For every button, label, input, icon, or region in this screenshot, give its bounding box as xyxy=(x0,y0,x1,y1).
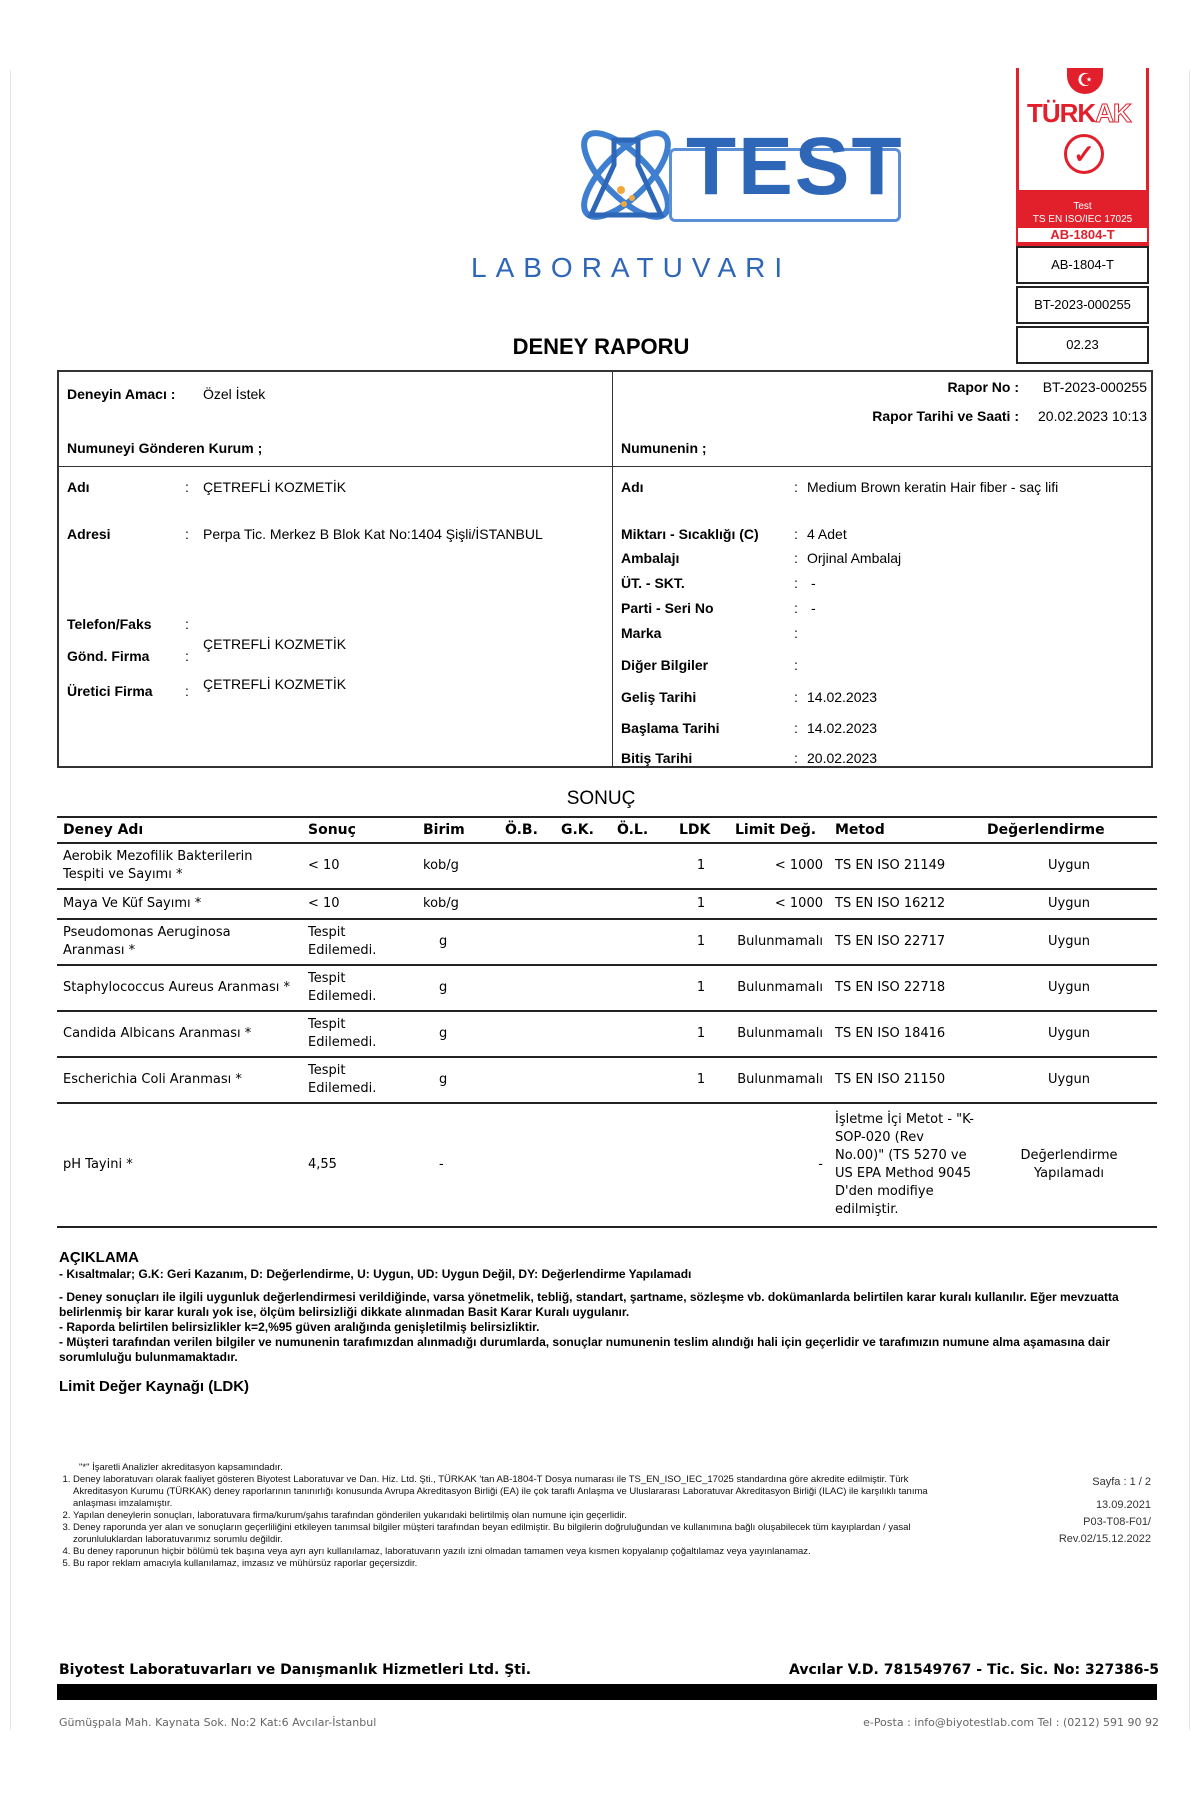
ldk-title: Limit Değer Kaynağı (LDK) xyxy=(59,1378,250,1395)
cell-ldk: 1 xyxy=(673,965,729,1011)
cell-limit: Bulunmamalı xyxy=(729,965,829,1011)
col-header: Ö.B. xyxy=(499,817,555,843)
col-header: Deney Adı xyxy=(57,817,302,843)
cell-birim: g xyxy=(417,1057,499,1103)
numune-label: Numunenin ; xyxy=(621,440,707,456)
id-box-report-no: BT-2023-000255 xyxy=(1016,286,1149,324)
colon: : xyxy=(185,616,189,632)
cell-name: Candida Albicans Aranması * xyxy=(57,1011,302,1057)
sample-gelis-value: 14.02.2023 xyxy=(807,689,878,705)
cell-name: Staphylococcus Aureus Aranması * xyxy=(57,965,302,1011)
sender-adres-label: Adresi xyxy=(67,526,111,542)
cell-ob xyxy=(499,919,555,965)
colon: : xyxy=(185,648,189,664)
cell-limit: Bulunmamalı xyxy=(729,1011,829,1057)
col-header: Ö.L. xyxy=(611,817,673,843)
sample-bitis-value: 20.02.2023 xyxy=(807,750,878,766)
aciklama-p2: - Raporda belirtilen belirsizlikler k=2,%95 güven aralığında genişletilmiş belirsizliktir. xyxy=(59,1320,540,1334)
cell-metod: TS EN ISO 22718 xyxy=(829,965,981,1011)
colon: : xyxy=(185,479,189,495)
colon: : xyxy=(185,526,189,542)
rapor-tarih-value: 20.02.2023 10:13 xyxy=(1038,408,1147,424)
cell-sonuc: Tespit Edilemedi. xyxy=(302,965,417,1011)
cell-birim: kob/g xyxy=(417,843,499,889)
colon: : xyxy=(794,600,798,616)
aciklama-p3: - Müşteri tarafından verilen bilgiler ve numunenin tarafımızdan alınmadığı durumlarda, sonuçlar numunenin teslim alındığı hali için geçerlidir ve tarafımızın numune alma aşamasına dair sorumluluğu bulunmamaktadır. xyxy=(59,1335,1110,1364)
cell-ob xyxy=(499,965,555,1011)
cell-ob xyxy=(499,1011,555,1057)
check-icon: ✓ xyxy=(1064,134,1104,174)
colon: : xyxy=(794,550,798,566)
cell-gk xyxy=(555,1057,611,1103)
footnotes xyxy=(59,1462,939,1570)
sample-adi-label: Adı xyxy=(621,479,644,495)
gonderen-label: Numuneyi Gönderen Kurum ; xyxy=(67,440,263,456)
footnote-item: 5. Bu rapor reklam amacıyla kullanılamaz, imzasız ve mühürsüz raporlar geçersizdir. xyxy=(73,1558,939,1570)
table-header-row xyxy=(57,817,1157,843)
amac-value: Özel İstek xyxy=(203,386,266,402)
divider xyxy=(612,372,613,768)
table-row xyxy=(57,965,1157,1011)
col-header: Sonuç xyxy=(302,817,417,843)
cell-gk xyxy=(555,919,611,965)
sample-baslama-value: 14.02.2023 xyxy=(807,720,878,736)
cell-sonuc: < 10 xyxy=(302,843,417,889)
sample-ambalaj-value: Orjinal Ambalaj xyxy=(807,550,902,566)
cell-ob xyxy=(499,843,555,889)
cell-ol xyxy=(611,1057,673,1103)
cell-gk xyxy=(555,965,611,1011)
table-row xyxy=(57,889,1157,919)
form-code: P03-T08-F01/ xyxy=(1083,1516,1151,1528)
results-table xyxy=(57,816,1157,1228)
page-number: Sayfa : 1 / 2 xyxy=(1092,1476,1151,1488)
logo-word: TEST xyxy=(686,121,904,212)
colon: : xyxy=(794,575,798,591)
footer-address-line xyxy=(59,1716,1159,1729)
cell-ob xyxy=(499,889,555,919)
amac-label: Deneyin Amacı : xyxy=(67,386,176,402)
rapor-no-value: BT-2023-000255 xyxy=(1042,379,1147,395)
cell-sonuc: 4,55 xyxy=(302,1103,417,1227)
cell-deg: Uygun xyxy=(981,965,1157,1011)
sender-adi-value: ÇETREFLİ KOZMETİK xyxy=(203,479,347,495)
tax-info: Avcılar V.D. 781549767 - Tic. Sic. No: 327386-5 xyxy=(789,1662,1159,1678)
cell-deg: Değerlendirme Yapılamadı xyxy=(981,1103,1157,1227)
col-header: Değerlendirme xyxy=(981,817,1157,843)
cell-ldk: 1 xyxy=(673,843,729,889)
cell-birim: g xyxy=(417,1011,499,1057)
col-header: Limit Değ. xyxy=(729,817,829,843)
divider xyxy=(59,466,1153,467)
colon: : xyxy=(794,625,798,641)
cell-metod: TS EN ISO 18416 xyxy=(829,1011,981,1057)
info-block xyxy=(57,370,1153,768)
sample-parti-value: - xyxy=(811,600,816,616)
cell-deg: Uygun xyxy=(981,843,1157,889)
table-row xyxy=(57,1057,1157,1103)
cell-metod: TS EN ISO 21149 xyxy=(829,843,981,889)
cell-limit: Bulunmamalı xyxy=(729,1057,829,1103)
sender-adres-value: Perpa Tic. Merkez B Blok Kat No:1404 Şişli/İSTANBUL xyxy=(203,526,543,542)
colon: : xyxy=(794,720,798,736)
cell-sonuc: Tespit Edilemedi. xyxy=(302,1057,417,1103)
turkak-standard: TS EN ISO/IEC 17025 xyxy=(1032,214,1133,225)
cell-birim: g xyxy=(417,965,499,1011)
rapor-tarih-label: Rapor Tarihi ve Saati : xyxy=(872,408,1019,424)
sample-skt-label: ÜT. - SKT. xyxy=(621,575,685,591)
cell-ob xyxy=(499,1103,555,1227)
sample-baslama-label: Başlama Tarihi xyxy=(621,720,720,736)
footer-bar xyxy=(57,1684,1157,1700)
table-row xyxy=(57,843,1157,889)
cell-name: Escherichia Coli Aranması * xyxy=(57,1057,302,1103)
footnote-item: 3. Deney raporunda yer alan ve sonuçların geçerliliğini etkileyen tanımsal bilgiler müşteri tarafından beyan edilmiştir. Bu bilgilerin doğruluğundan ve kullanımına bağlı oluşabilecek tüm kayıplardan / yasal zorunluluklardan laboratuvarımız sorumlu değildir. xyxy=(73,1522,939,1546)
sender-adi-label: Adı xyxy=(67,479,90,495)
sender-tel-label: Telefon/Faks xyxy=(67,616,152,632)
page-info xyxy=(991,1474,1151,1548)
cell-sonuc: Tespit Edilemedi. xyxy=(302,919,417,965)
cell-metod: TS EN ISO 16212 xyxy=(829,889,981,919)
lab-logo xyxy=(461,100,921,290)
sender-gond-label: Gönd. Firma xyxy=(67,648,150,664)
cell-ldk: 1 xyxy=(673,919,729,965)
cell-name: Aerobik Mezofilik Bakterilerin Tespiti ve Sayımı * xyxy=(57,843,302,889)
col-header: G.K. xyxy=(555,817,611,843)
cell-ldk: 1 xyxy=(673,1011,729,1057)
cell-ldk: 1 xyxy=(673,1057,729,1103)
cell-limit: < 1000 xyxy=(729,843,829,889)
cell-metod: TS EN ISO 22717 xyxy=(829,919,981,965)
cell-deg: Uygun xyxy=(981,919,1157,965)
col-header: Metod xyxy=(829,817,981,843)
id-box-date: 02.23 xyxy=(1016,326,1149,364)
cell-metod: İşletme İçi Metot - "K-SOP-020 (Rev No.00)" (TS 5270 ve US EPA Method 9045 D'den modifiye edilmiştir. xyxy=(829,1103,981,1227)
sample-marka-label: Marka xyxy=(621,625,662,641)
cell-gk xyxy=(555,1103,611,1227)
sample-skt-value: - xyxy=(811,575,816,591)
turkak-code: AB-1804-T xyxy=(1016,226,1149,244)
cell-ol xyxy=(611,1011,673,1057)
company-name: Biyotest Laboratuvarları ve Danışmanlık Hizmetleri Ltd. Şti. xyxy=(59,1662,532,1678)
cell-deg: Uygun xyxy=(981,1057,1157,1103)
cell-gk xyxy=(555,1011,611,1057)
aciklama-title: AÇIKLAMA xyxy=(59,1249,139,1266)
logo-subtitle: LABORATUVARI xyxy=(471,252,792,283)
sample-miktar-value: 4 Adet xyxy=(807,526,847,542)
colon: : xyxy=(794,750,798,766)
company-address: Gümüşpala Mah. Kaynata Sok. No:2 Kat:6 Avcılar-İstanbul xyxy=(59,1716,377,1729)
flask-atom-icon xyxy=(566,120,686,230)
sample-ambalaj-label: Ambalajı xyxy=(621,550,680,566)
star-note: "*" İşaretli Analizler akreditasyon kapsamındadır. xyxy=(79,1462,283,1473)
footnote-item: 1. Deney laboratuvarı olarak faaliyet gösteren Biyotest Laboratuvar ve Dan. Hiz. Ltd. Şti., TÜRKAK 'tan AB-1804-T Dosya numarası ile TS_EN_ISO_IEC_17025 standardına göre akredite edilmiştir. Türk Akreditasyon Kurumu (TÜRKAK) deney raporlarının tanınırlığı konusunda Avrupa Akreditasyon Birliği (EA) ile çok taraflı Anlaşma ve Uluslararası Laboratuvar Akreditasyon Birliği (ILAC) ile karşılıklı tanıma anlaşması imzalamıştır. xyxy=(73,1474,939,1510)
cell-birim: - xyxy=(417,1103,499,1227)
cell-deg: Uygun xyxy=(981,1011,1157,1057)
cell-ol xyxy=(611,889,673,919)
colon: : xyxy=(794,689,798,705)
crescent-star-icon: ☪ xyxy=(1067,68,1103,94)
cell-ob xyxy=(499,1057,555,1103)
sample-adi-value: Medium Brown keratin Hair fiber - saç lifi xyxy=(807,479,1059,495)
sender-gond-value: ÇETREFLİ KOZMETİK xyxy=(203,636,347,652)
table-row xyxy=(57,919,1157,965)
turkak-name-accent: AK xyxy=(1095,98,1131,128)
sample-diger-label: Diğer Bilgiler xyxy=(621,657,709,673)
cell-limit: Bulunmamalı xyxy=(729,919,829,965)
cell-deg: Uygun xyxy=(981,889,1157,919)
col-header: LDK xyxy=(673,817,729,843)
sender-uretici-value: ÇETREFLİ KOZMETİK xyxy=(203,676,347,692)
aciklama-abbrev: - Kısaltmalar; G.K: Geri Kazanım, D: Değerlendirme, U: Uygun, UD: Uygun Değil, DY: Değerlendirme Yapılamadı xyxy=(59,1267,692,1281)
cell-birim: kob/g xyxy=(417,889,499,919)
sample-parti-label: Parti - Seri No xyxy=(621,600,714,616)
turkak-test-label: Test xyxy=(1073,201,1092,212)
colon: : xyxy=(794,526,798,542)
cell-gk xyxy=(555,889,611,919)
page-title: DENEY RAPORU xyxy=(512,334,690,359)
cell-sonuc: Tespit Edilemedi. xyxy=(302,1011,417,1057)
cell-limit: < 1000 xyxy=(729,889,829,919)
cell-name: pH Tayini * xyxy=(57,1103,302,1227)
aciklama-p1: - Deney sonuçları ile ilgili uygunluk değerlendirmesi verildiğinde, varsa yönetmelik, tebliğ, standart, şartname, sözleşme vb. dokümanlarda belirtilen karar kuralı kullanılır. Eğer mevzuatta belirlenmiş bir karar kuralı yok ise, ölçüm belirsizliği dikkate alınmadan Basit Karar Kuralı uygulanır. xyxy=(59,1290,1119,1319)
cell-ldk: 1 xyxy=(673,889,729,919)
turkak-name xyxy=(1027,98,1147,129)
cell-gk xyxy=(555,843,611,889)
form-revision: Rev.02/15.12.2022 xyxy=(1058,1533,1151,1545)
sample-gelis-label: Geliş Tarihi xyxy=(621,689,697,705)
cell-birim: g xyxy=(417,919,499,965)
col-header: Birim xyxy=(417,817,499,843)
company-contact: e-Posta : info@biyotestlab.com Tel : (0212) 591 90 92 xyxy=(863,1716,1159,1729)
id-box-accreditation: AB-1804-T xyxy=(1016,246,1149,284)
table-row xyxy=(57,1011,1157,1057)
form-date: 13.09.2021 xyxy=(1095,1499,1151,1511)
footnote-item: 4. Bu deney raporunun hiçbir bölümü tek başına veya ayrı ayrı kullanılamaz, laboratuvarın yazılı izni olmadan tamamen veya kısmen kopyalanıp çoğaltılamaz veya yayınlanamaz. xyxy=(73,1546,939,1558)
cell-ol xyxy=(611,843,673,889)
cell-name: Pseudomonas Aeruginosa Aranması * xyxy=(57,919,302,965)
sample-miktar-label: Miktarı - Sıcaklığı (C) xyxy=(621,526,759,542)
turkak-name-main: TÜRK xyxy=(1027,98,1096,128)
cell-ol xyxy=(611,919,673,965)
colon: : xyxy=(794,657,798,673)
cell-ldk xyxy=(673,1103,729,1227)
table-row xyxy=(57,1103,1157,1227)
cell-name: Maya Ve Küf Sayımı * xyxy=(57,889,302,919)
footer-company-line xyxy=(59,1662,1159,1678)
cell-ol xyxy=(611,1103,673,1227)
rapor-no-label: Rapor No : xyxy=(947,379,1019,395)
footnote-item: 2. Yapılan deneylerin sonuçları, laboratuvara firma/kurum/şahıs tarafından gönderilen yukarıdaki belirtilmiş olan numune için geçerlidir. xyxy=(73,1510,939,1522)
aciklama-section xyxy=(59,1250,1159,1394)
sample-bitis-label: Bitiş Tarihi xyxy=(621,750,693,766)
sender-uretici-label: Üretici Firma xyxy=(67,683,153,699)
cell-sonuc: < 10 xyxy=(302,889,417,919)
cell-ol xyxy=(611,965,673,1011)
colon: : xyxy=(794,479,798,495)
colon: : xyxy=(185,683,189,699)
sonuc-title: SONUÇ xyxy=(566,788,636,809)
report-page xyxy=(10,70,1190,1730)
cell-limit: - xyxy=(729,1103,829,1227)
cell-metod: TS EN ISO 21150 xyxy=(829,1057,981,1103)
